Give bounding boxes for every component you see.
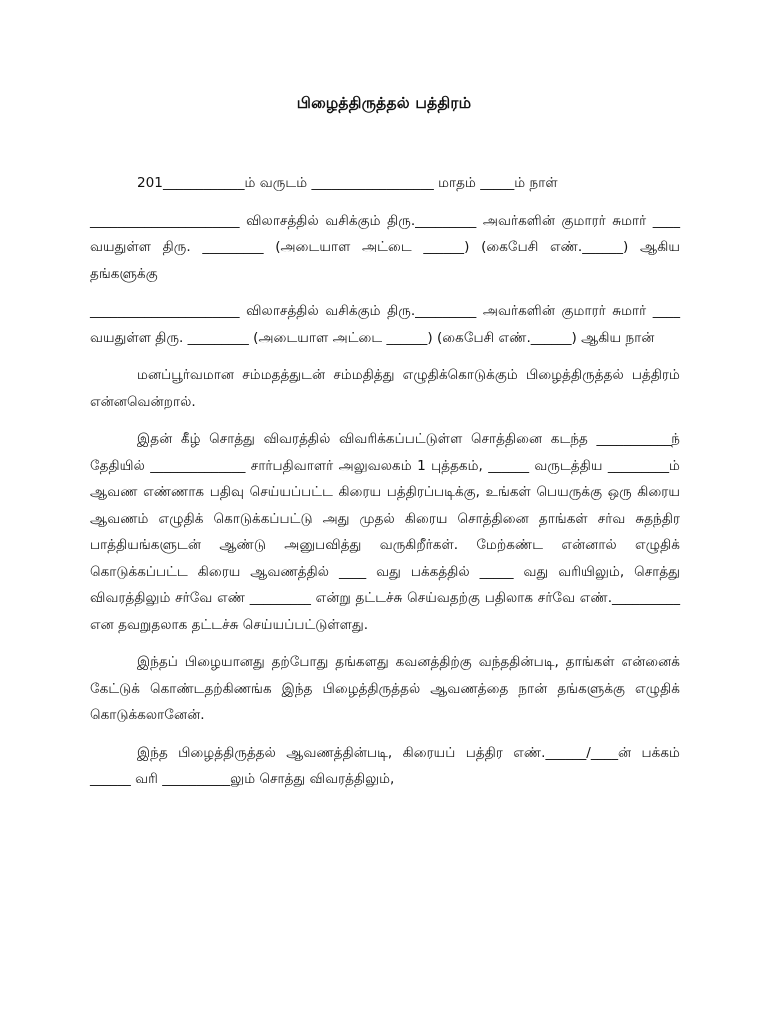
property-details-paragraph: இதன் கீழ் சொத்து விவரத்தில் விவரிக்கப்பட்டுள்ள சொத்தினை கடந்த ___________ந் தேதியில் ______________ சார்பதிவாளர் அலுவலகம் 1 புத்தகம், ______ வருடத்திய _________ம் ஆவண எண்ணாக பதிவு செய்யப்பட்ட கிரைய பத்திரப்படிக்கு, உங்கள் பெயருக்கு ஒரு கிரைய ஆவணம் எழுதிக் கொடுக்கப்பட்டு அது முதல் கிரைய சொத்தினை தாங்கள் சர்வ சுதந்திர பாத்தியங்களுடன் ஆண்டு அனுபவித்து வருகிறீர்கள். மேற்கண்ட என்னால் எழுதிக் கொடுக்கப்பட்ட கிரைய ஆவணத்தில் ____ வது பக்கத்தில் _____ வது வரியிலும், சொத்து விவரத்திலும் சர்வே எண் _________ என்று தட்டச்சு செய்வதற்கு பதிலாக சர்வே எண்.__________ என தவறுதலாக தட்டச்சு செய்யப்பட்டுள்ளது.	[90, 431, 680, 633]
date-line: 201____________ம் வருடம் __________________ மாதம் _____ம் நாள்	[137, 175, 558, 191]
recipient-paragraph: ______________________ விலாசத்தில் வசிக்கும் திரு._________ அவர்களின் குமாரர் சுமார் ____ வயதுள்ள திரு. _________ (அடையாள அட்டை ______) (கைபேசி எண்.______) ஆகிய தங்களுக்கு	[90, 212, 680, 282]
document-body	[90, 170, 680, 804]
executant-paragraph: ______________________ விலாசத்தில் வசிக்கும் திரு._________ அவர்களின் குமாரர் சுமார் ____ வயதுள்ள திரு. _________ (அடையாள அட்டை ______) (கைபேசி எண்.______) ஆகிய நான்	[90, 303, 680, 346]
consent-paragraph: மனப்பூர்வமான சம்மதத்துடன் சம்மதித்து எழுதிக்கொடுக்கும் பிழைத்திருத்தல் பத்திரம் என்னவென்றால்.	[90, 367, 680, 410]
document-title: பிழைத்திருத்தல் பத்திரம்	[296, 94, 472, 112]
error-notice-paragraph: இந்தப் பிழையானது தற்போது தங்களது கவனத்திற்கு வந்ததின்படி, தாங்கள் என்னைக் கேட்டுக் கொண்டதற்கிணங்க இந்த பிழைத்திருத்தல் ஆவணத்தை நான் தங்களுக்கு எழுதிக் கொடுக்கலானேன்.	[90, 654, 680, 723]
correction-paragraph: இந்த பிழைத்திருத்தல் ஆவணத்தின்படி, கிரையப் பத்திர எண்.______/____ன் பக்கம் ______ வரி __________லும் சொத்து விவரத்திலும்,	[90, 744, 680, 787]
